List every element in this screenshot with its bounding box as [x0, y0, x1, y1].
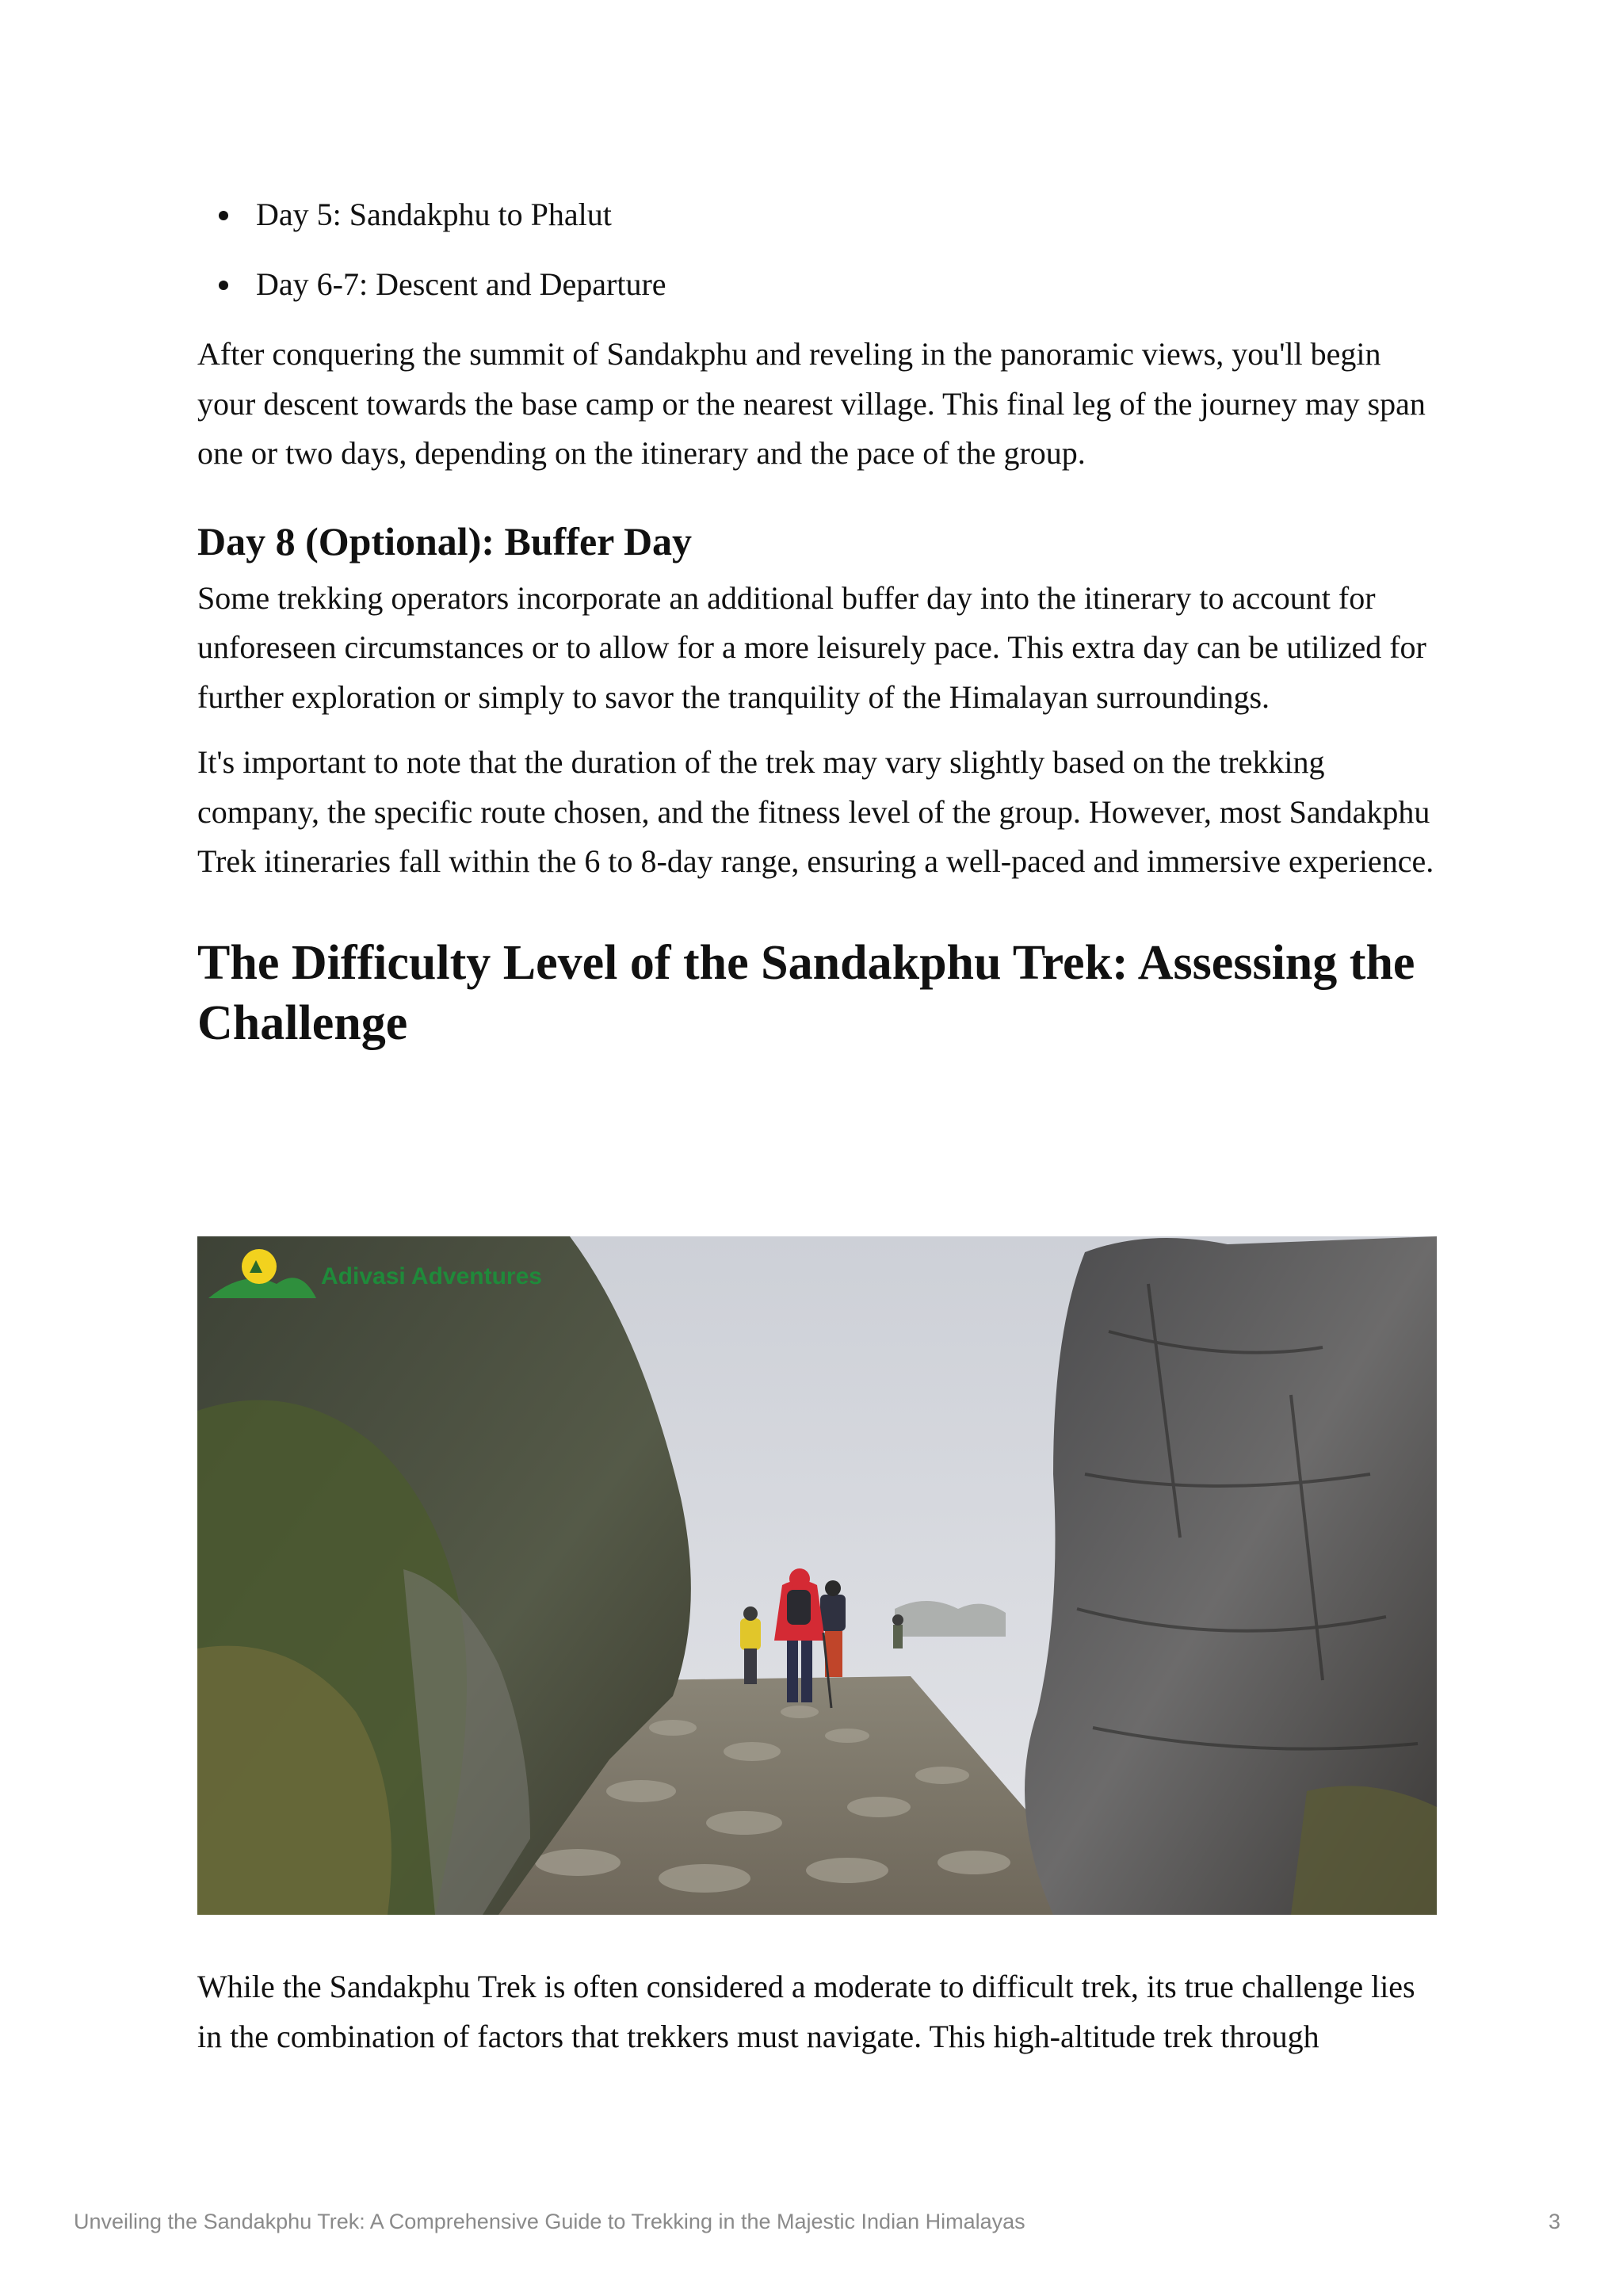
bullet-icon	[219, 211, 228, 220]
bullet-icon	[219, 281, 228, 290]
descent-paragraph: After conquering the summit of Sandakphu and reveling in the panoramic views, you'll begin your descent towards the base camp or the nearest village. This final leg of the journey may span one or two days, depending on the itinerary and the pace of the group.	[197, 336, 1426, 471]
list-item-text: Day 6-7: Descent and Departure	[256, 266, 666, 302]
duration-note-paragraph: It's important to note that the duration of the trek may vary slightly based on the trekking company, the specific route chosen, and the fitness level of the group. However, most Sandakphu Trek itineraries fall within the 6 to 8-day range, ensuring a well-paced and immersive experience.	[197, 744, 1434, 879]
list-item	[197, 190, 1437, 239]
difficulty-paragraph: While the Sandakphu Trek is often considered a moderate to difficult trek, its true challenge lies in the combination of factors that trekkers must navigate. This high-altitude trek through	[197, 1969, 1415, 2054]
itinerary-list	[197, 190, 1437, 309]
buffer-day-paragraph: Some trekking operators incorporate an additional buffer day into the itinerary to account for unforeseen circumstances or to allow for a more leisurely pace. This extra day can be utilized for further exploration or simply to savor the tranquility of the Himalayan surroundings.	[197, 579, 1426, 715]
trek-photo	[197, 1236, 1437, 1915]
difficulty-section	[197, 1962, 1437, 2077]
page-number: 3	[1548, 2210, 1560, 2233]
list-item	[197, 260, 1437, 309]
page-content	[197, 190, 1437, 1053]
footer-title: Unveiling the Sandakphu Trek: A Comprehensive Guide to Trekking in the Majestic Indian Himalayas	[74, 2210, 1025, 2233]
page-footer	[74, 2210, 1560, 2234]
list-item-text: Day 5: Sandakphu to Phalut	[256, 197, 612, 232]
buffer-day-heading: Day 8 (Optional): Buffer Day	[197, 518, 693, 563]
difficulty-heading: The Difficulty Level of the Sandakphu Trek: Assessing the Challenge	[197, 935, 1415, 1050]
watermark-text: Adivasi Adventures	[321, 1263, 542, 1289]
